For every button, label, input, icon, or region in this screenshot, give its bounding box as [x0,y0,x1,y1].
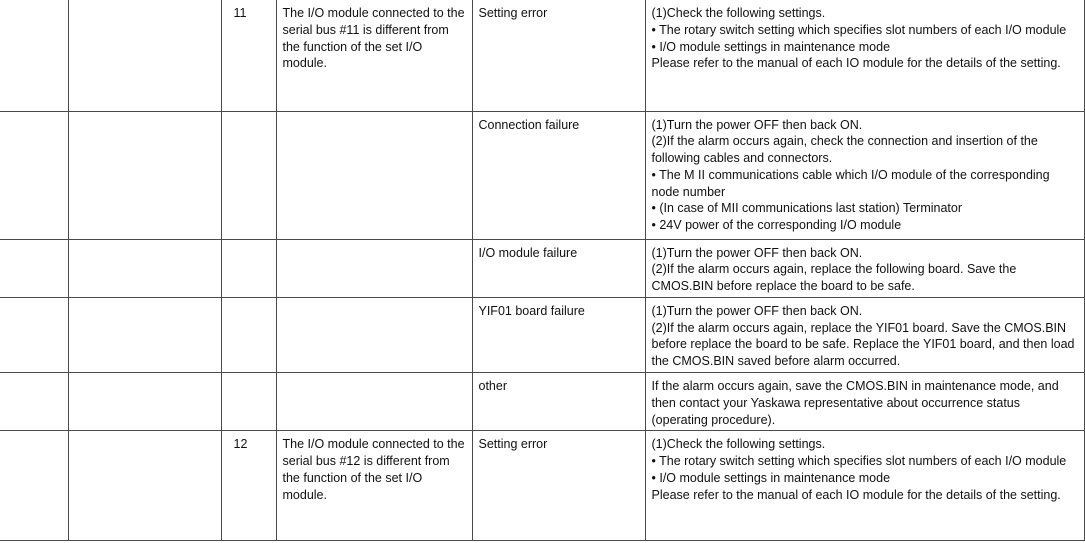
blank-cell [68,111,221,239]
description-cell [276,297,472,372]
remedy-line: (1)Check the following settings. [651,437,826,452]
remedy-line: (1)Turn the power OFF then back ON. [651,303,863,318]
remedy-line: • (In case of MII communications last station) Terminator [651,201,963,216]
blank-cell [68,239,221,297]
remedy-cell [645,111,1084,239]
remedy-line: (2)If the alarm occurs again, check the connection and insertion of the following cables and connectors. [651,134,1042,166]
remedy-line: If the alarm occurs again, save the CMOS.BIN in maintenance mode, and then contact your Yaskawa representative about occurrence status (operating procedure). [651,379,1063,427]
description-cell: The I/O module connected to the serial bus #11 is different from the function of the set I/O module. [276,0,472,111]
sub-code-cell: 11 [221,0,276,111]
remedy-cell [645,373,1084,431]
table-row [0,239,1084,297]
remedy-cell [645,297,1084,372]
sub-code-cell [221,297,276,372]
remedy-line: Please refer to the manual of each IO module for the details of the setting. [651,487,1061,502]
description-cell [276,239,472,297]
remedy-line: (1)Check the following settings. [651,6,826,20]
cause-cell: YIF01 board failure [472,297,645,372]
table-row [0,111,1084,239]
remedy-cell [645,431,1084,541]
remedy-line: (1)Turn the power OFF then back ON. [651,117,863,132]
remedy-line: (1)Turn the power OFF then back ON. [651,245,863,260]
cause-cell: I/O module failure [472,239,645,297]
table-row [0,431,1084,541]
blank-cell [0,373,68,431]
blank-cell [0,111,68,239]
description-cell [276,373,472,431]
remedy-cell [645,239,1084,297]
cause-cell: Setting error [472,431,645,541]
cause-cell: Connection failure [472,111,645,239]
sub-code-cell [221,239,276,297]
sub-code-cell [221,373,276,431]
remedy-line: (2)If the alarm occurs again, replace the following board. Save the CMOS.BIN before replace the board to be safe. [651,262,1020,294]
cause-cell: other [472,373,645,431]
blank-cell [0,239,68,297]
sub-code-cell [221,111,276,239]
remedy-line: • The M II communications cable which I/O module of the corresponding node number [651,167,1054,199]
table-row [0,373,1084,431]
blank-cell [68,297,221,372]
remedy-line: • I/O module settings in maintenance mode [651,39,891,54]
blank-cell [0,431,68,541]
blank-cell [0,0,68,111]
remedy-line: Please refer to the manual of each IO module for the details of the setting. [651,56,1061,71]
sub-code-cell: 12 [221,431,276,541]
blank-cell [68,373,221,431]
blank-cell [0,297,68,372]
table-row [0,297,1084,372]
blank-cell [68,431,221,541]
cause-cell: Setting error [472,0,645,111]
remedy-line: (2)If the alarm occurs again, replace the YIF01 board. Save the CMOS.BIN before replace the board to be safe. Replace the YIF01 board, and then load the CMOS.BIN saved before alarm occurred. [651,320,1078,369]
blank-cell [68,0,221,111]
remedy-line: • The rotary switch setting which specifies slot numbers of each I/O module [651,454,1067,469]
description-cell [276,111,472,239]
remedy-cell [645,0,1084,111]
remedy-line: • I/O module settings in maintenance mode [651,471,891,486]
remedy-line: • 24V power of the corresponding I/O module [651,218,902,233]
description-cell: The I/O module connected to the serial bus #12 is different from the function of the set I/O module. [276,431,472,541]
remedy-line: • The rotary switch setting which specifies slot numbers of each I/O module [651,22,1067,37]
table-row [0,0,1084,111]
